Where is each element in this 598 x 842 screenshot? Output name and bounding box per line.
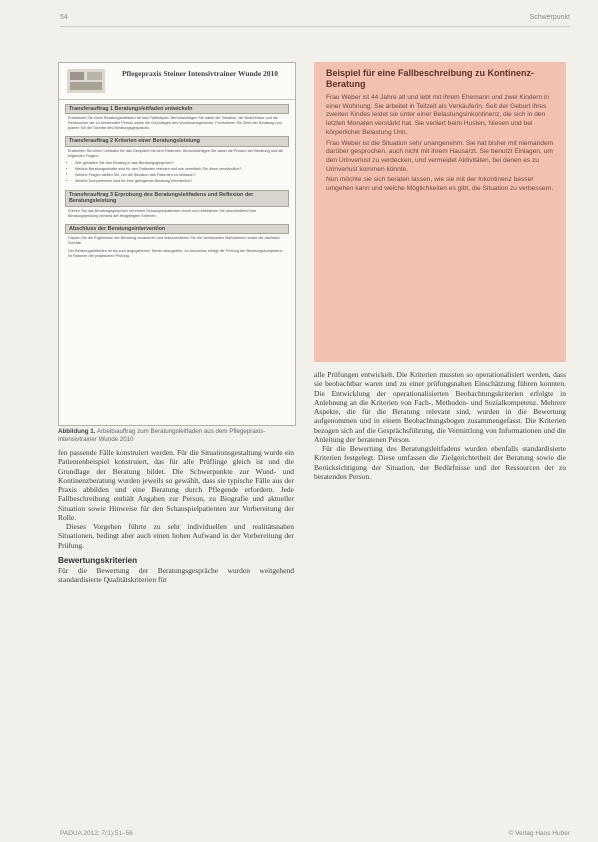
task-body: Fassen Sie die Ergebnisse der Beratung zusammen und dokumentieren Sie die vereinbarten Maßnahmen sowie die nächsten Schritte. [68,236,280,246]
task-section-4 [65,224,289,260]
case-paragraph: Nun möchte sie sich beraten lassen, wie sie mit der Inkontinenz besser umgehen kann und welche Möglichkeiten es gibt, die Situation zu verbessern. [326,176,554,193]
list-item: • Wie gestalten Sie den Einstieg in das Beratungsgespräch? [75,161,286,166]
journal-citation: PADUA 2012; 7(1):51–56 [60,830,133,837]
task-body: Entwickeln Sie einen Beratungsleitfaden für das Fallbeispiel. Berücksichtigen Sie dabei die Situation, die Bedürfnisse und die Ressourcen der zu beratenden Person sowie die Grundlagen des Wundmanagements. Formulieren Sie Ziele der Beratung und planen Sie die Schritte des Beratungsgesprächs. [68,116,282,131]
task-section-2 [65,136,289,185]
task-section-1 [65,104,289,132]
caption-label: Abbildung 1. [58,428,96,435]
body-paragraph: Für die Bewertung des Beratungsleitfadens wurden ebenfalls standardisierte Kriterien festgelegt. Diese umfassen die Zielgerichtetheit der Beratung sowie die Berücksichtigung der Situation, der Bedürfnisse und der Ressourcen der zu beratenden Person. [314,444,566,481]
figure-title: Pflegepraxis Steiner Intensivtrainer Wunde 2010 [121,69,279,78]
body-paragraph: Für die Bewertung der Beratungsgespräche wurden weitgehend standardisierte Qualitätskriterien für [58,565,294,584]
task-sheet-figure [58,62,296,426]
task-body-note: Der Beratungsleitfaden ist bis zum angegebenen Termin abzugeben. Im Anschluss erfolgt die Prüfung der Beratungskompetenz im Rahmen der praktischen Prüfung. [68,249,283,259]
left-column [58,448,294,584]
task-heading: Transferauftrag 1 Beratungsleitfaden entwickeln [65,104,289,114]
list-item: • Welche Kompetenzen sind für eine gelingende Beratung erforderlich? [75,179,286,184]
list-item: • Welche Fragen stellen Sie, um die Situation des Patienten zu erfassen? [75,173,286,178]
page-number: 54 [60,14,68,21]
running-head [60,14,570,27]
caption-text: Arbeitsauftrag zum Beratungsleitfaden aus dem Pflegepraxis-Intensivtrainer Wunde 2010 [58,428,266,443]
task-body: Führen Sie das Beratungsgespräch mit einem Schauspielpatienten durch und reflektieren Sie anschließend Ihre Beratungsleistung anhand der festgelegten Kriterien. [68,208,257,218]
case-text [326,94,554,194]
case-paragraph: Frau Weber ist die Situation sehr unangenehm. Sie hat bisher mit niemandem darüber gesprochen, auch nicht mit ihrem Hausarzt. Sie benutzt Einlagen, um den Urinverlust zu verdecken, und vermeidet Aktivitäten, bei denen es zu Urinverlust kommen könnte. [326,139,554,173]
task-heading: Abschluss der Beratungsintervention [65,224,289,234]
task-intro: Erarbeiten Sie einen Leitfaden für das Gespräch mit dem Patienten. Berücksichtigen Sie dabei die Phasen der Beratung und die folgenden Fragen: [68,148,284,158]
task-section-3 [65,190,289,220]
task-body [65,147,289,186]
figure-header [59,63,295,100]
section-heading: Bewertungskriterien [58,555,138,565]
case-paragraph: Frau Weber ist 44 Jahre alt und lebt mit ihrem Ehemann und zwei Kindern in einer Wohnung. Sie arbeitet in Teilzeit als Verkäuferin. Seit der Geburt ihres zweiten Kindes leidet sie unter einer Belastungsinkontinenz, die sich in den letzten Monaten verstärkt hat. Sie verliert beim Husten, Niesen und bei körperlicher Belastung Urin. [326,94,550,136]
logo-icon [67,69,105,93]
section-name: Schwerpunkt [529,14,570,21]
figure-caption [58,428,294,444]
task-list [68,161,286,184]
case-title: Beispiel für eine Fallbeschreibung zu Kontinenz-Beratung [326,68,535,89]
body-paragraph: alle Prüfungen entwickelt. Die Kriterien mussten so operationalisiert werden, dass sie beobachtbar waren und zu einer prüfungsnahen Einschätzung führen konnten. Die Entwicklung der operationalisierten Beobachtungskriterien erfolgte in Anlehnung an die Kriterien von Fach-, Methoden- und Sozialkompetenz. Mehrere Aspekte, die für die Beratung relevant sind, wurden in die Bewertung aufgenommen und in einem Beobachtungsbogen zusammengefasst. Die Kriterien bezogen sich auf die Gesprächsführung, die Vermittlung von Informationen und die Anleitung der beratenen Person. [314,370,566,444]
publisher: © Verlag Hans Huber [508,830,570,837]
body-paragraph: fen passende Fälle konstruiert werden. Für die Situationsgestaltung wurde ein Patientenbeispiel konstruiert, das für alle Prüflinge gleich ist und die Grundlage der Beratung bildet. Die Schwerpunkte zur Wund- und Kontinenzberatung wurden jeweils so gewählt, dass sie typische Fälle aus der Praxis abbilden und eine Beratung durch Pflegende erfordern. Jede Fallbeschreibung enthält Angaben zur Person, zu Biografie und aktueller Situation sowie Hinweise für den Schauspielpatienten zur Vorbereitung der Rolle. [58,448,294,522]
list-item: • Welche Beratungsinhalte sind für den Patienten relevant und wie vermitteln Sie diese verständlich? [75,167,286,172]
right-column [314,370,566,481]
task-heading: Transferauftrag 2 Kriterien einer Beratungsleistung [65,136,289,146]
case-example-box [314,62,566,362]
task-heading: Transferauftrag 3 Erprobung des Beratungsleitfadens und Reflexion der Beratungsleistung [65,190,289,207]
body-paragraph: Dieses Vorgehen führte zu sehr individuellen und realitätsnahen Situationen, bedingt aber auch einen hohen Aufwand in der Vorbereitung der Prüfung. [58,522,294,550]
